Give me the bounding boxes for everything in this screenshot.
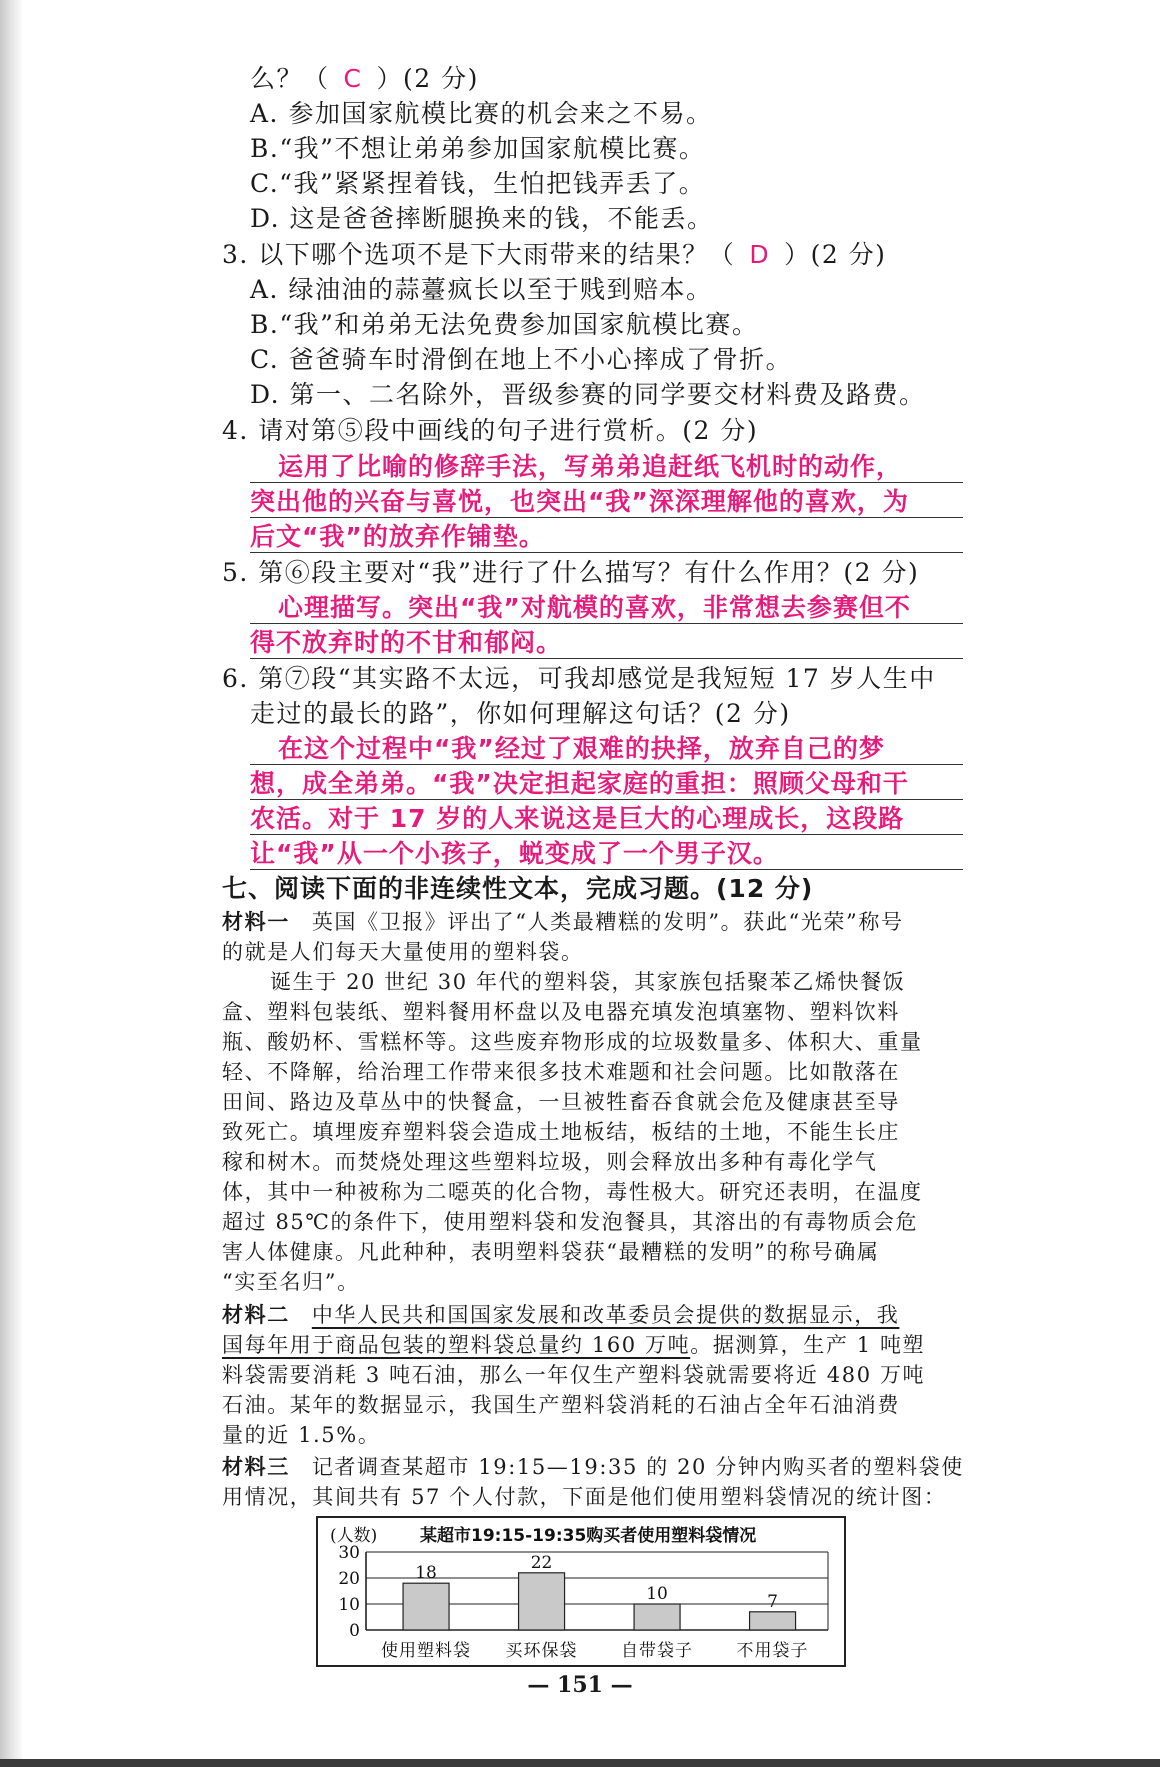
material-1-line: 轻、不降解，给治理工作带来很多技术难题和社会问题。比如散落在 bbox=[222, 1060, 900, 1084]
chart-category-label: 使用塑料袋 bbox=[381, 1641, 472, 1661]
chart-bar bbox=[750, 1612, 796, 1630]
q3-answer: D bbox=[749, 240, 771, 269]
chart-bar bbox=[519, 1573, 565, 1630]
chart-y-tick-label: 10 bbox=[338, 1595, 360, 1615]
chart-y-label: (人数) bbox=[330, 1526, 378, 1546]
chart-data-label: 10 bbox=[646, 1584, 668, 1604]
q3-option-c: C. 爸爸骑车时滑倒在地上不小心摔成了骨折。 bbox=[250, 345, 793, 374]
q6-question-line-1: 6. 第⑦段“其实路不太远，可我却感觉是我短短 17 岁人生中 bbox=[222, 664, 936, 693]
material-1-line: “实至名归”。 bbox=[222, 1270, 360, 1294]
material-1-text: 英国《卫报》评出了“人类最糟糕的发明”。获此“光荣”称号 bbox=[311, 910, 904, 934]
material-2-text: 。据测算，生产 1 吨塑 bbox=[690, 1333, 926, 1357]
material-1-label: 材料一 bbox=[222, 910, 290, 934]
material-1-line-1 bbox=[222, 907, 904, 937]
material-3-line-1 bbox=[222, 1452, 964, 1482]
q2-text: 么？（ bbox=[250, 64, 330, 93]
chart-bar bbox=[403, 1583, 449, 1630]
material-2-line: 料袋需要消耗 3 吨石油，那么一年仅生产塑料袋就需要将近 480 万吨 bbox=[222, 1363, 926, 1387]
section-7-title: 七、阅读下面的非连续性文本，完成习题。(12 分) bbox=[222, 874, 814, 903]
material-1-line: 超过 85℃的条件下，使用塑料袋和发泡餐具，其溶出的有毒物质会危 bbox=[222, 1210, 919, 1234]
q5-question: 5. 第⑥段主要对“我”进行了什么描写？有什么作用？(2 分) bbox=[222, 558, 920, 587]
chart-category-label: 不用袋子 bbox=[736, 1641, 809, 1661]
material-1-line: 诞生于 20 世纪 30 年代的塑料袋，其家族包括聚苯乙烯快餐饭 bbox=[270, 970, 906, 994]
q2-option-a: A. 参加国家航模比赛的机会来之不易。 bbox=[250, 99, 713, 128]
q6-answer-line-4: 让“我”从一个小孩子，蜕变成了一个男子汉。 bbox=[250, 839, 963, 870]
q2-answer: C bbox=[343, 64, 363, 93]
chart-data-label: 18 bbox=[415, 1563, 437, 1584]
q3-text: 3. 以下哪个选项不是下大雨带来的结果？（ bbox=[222, 240, 736, 269]
material-1-line: 田间、路边及草丛中的快餐盒，一旦被牲畜吞食就会危及健康甚至导 bbox=[222, 1090, 900, 1114]
chart-plot-area bbox=[338, 1543, 828, 1661]
bar-chart bbox=[316, 1516, 846, 1667]
chart-data-label: 7 bbox=[767, 1591, 778, 1612]
q5-answer-line-1: 心理描写。突出“我”对航模的喜欢，非常想去参赛但不 bbox=[250, 593, 963, 624]
chart-data-label: 22 bbox=[530, 1552, 553, 1573]
material-1-line: 稼和树木。而焚烧处理这些塑料垃圾，则会释放出多种有毒化学气 bbox=[222, 1150, 878, 1174]
chart-y-tick-label: 0 bbox=[349, 1621, 360, 1641]
q3-option-a: A. 绿油油的蒜薹疯长以至于贱到赔本。 bbox=[250, 275, 713, 304]
q3-option-d: D. 第一、二名除外，晋级参赛的同学要交材料费及路费。 bbox=[250, 380, 926, 409]
chart-y-tick-label: 30 bbox=[338, 1543, 360, 1563]
q6-answer-line-2: 想，成全弟弟。“我”决定担起家庭的重担：照顾父母和干 bbox=[250, 769, 963, 800]
material-1-line: 盒、塑料包装纸、塑料餐用杯盘以及电器充填发泡填塞物、塑料饮料 bbox=[222, 1000, 900, 1024]
q3-question bbox=[222, 240, 886, 270]
material-2-line-2 bbox=[222, 1330, 925, 1360]
material-2-line: 量的近 1.5%。 bbox=[222, 1423, 381, 1447]
material-1-line: 的就是人们每天大量使用的塑料袋。 bbox=[222, 940, 584, 964]
chart-y-tick-label: 20 bbox=[338, 1569, 360, 1589]
q6-answer-line-1: 在这个过程中“我”经过了艰难的抉择，放弃自己的梦 bbox=[250, 734, 963, 765]
chart-title: 某超市19:15-19:35购买者使用塑料袋情况 bbox=[420, 1526, 757, 1546]
chart-category-label: 买环保袋 bbox=[505, 1641, 578, 1661]
q5-answer-line-2: 得不放弃时的不甘和郁闷。 bbox=[250, 628, 963, 659]
bar-chart-svg bbox=[318, 1518, 844, 1665]
q4-question: 4. 请对第⑤段中画线的句子进行赏析。(2 分) bbox=[222, 416, 759, 445]
q6-answer-line-3: 农活。对于 17 岁的人来说这是巨大的心理成长，这段路 bbox=[250, 804, 963, 835]
page-number: — 151 — bbox=[527, 1672, 633, 1698]
material-3-label: 材料三 bbox=[222, 1455, 290, 1479]
q2-points: ）(2 分) bbox=[376, 64, 479, 93]
q2-option-c: C.“我”紧紧捏着钱，生怕把钱弄丢了。 bbox=[250, 169, 706, 198]
material-3-text: 记者调查某超市 19:15—19:35 的 20 分钟内购买者的塑料袋使 bbox=[311, 1455, 964, 1479]
material-2-line-1 bbox=[222, 1300, 899, 1330]
material-2-line: 石油。某年的数据显示，我国生产塑料袋消耗的石油占全年石油消费 bbox=[222, 1393, 900, 1417]
material-3-line: 用情况，其间共有 57 个人付款，下面是他们使用塑料袋情况的统计图： bbox=[222, 1485, 947, 1509]
material-1-line: 体，其中一种被称为二噁英的化合物，毒性极大。研究还表明，在温度 bbox=[222, 1180, 923, 1204]
q3-option-b: B.“我”和弟弟无法免费参加国家航模比赛。 bbox=[250, 310, 759, 339]
material-2-underlined-text: 国每年用于商品包装的塑料袋总量约 160 万吨 bbox=[222, 1333, 691, 1357]
material-2-label: 材料二 bbox=[222, 1303, 290, 1327]
q2-option-d: D. 这是爸爸摔断腿换来的钱，不能丢。 bbox=[250, 204, 714, 233]
bottom-edge-bar bbox=[0, 1759, 1160, 1767]
material-1-line: 害人体健康。凡此种种，表明塑料袋获“最糟糕的发明”的称号确属 bbox=[222, 1240, 880, 1264]
q2-option-b: B.“我”不想让弟弟参加国家航模比赛。 bbox=[250, 134, 706, 163]
material-1-line: 瓶、酸奶杯、雪糕杯等。这些废弃物形成的垃圾数量多、体积大、重量 bbox=[222, 1030, 923, 1054]
material-1-line: 致死亡。填埋废弃塑料袋会造成土地板结，板结的土地，不能生长庄 bbox=[222, 1120, 900, 1144]
q4-answer-line-1: 运用了比喻的修辞手法，写弟弟追赶纸飞机时的动作， bbox=[250, 452, 963, 483]
q4-answer-line-3: 后文“我”的放弃作铺垫。 bbox=[250, 522, 963, 553]
chart-category-label: 自带袋子 bbox=[621, 1641, 694, 1661]
q3-points: ）(2 分) bbox=[784, 240, 887, 269]
material-2-underlined-text: 中华人民共和国国家发展和改革委员会提供的数据显示，我 bbox=[311, 1303, 900, 1327]
chart-bar bbox=[634, 1604, 680, 1630]
q4-answer-line-2: 突出他的兴奋与喜悦，也突出“我”深深理解他的喜欢，为 bbox=[250, 487, 963, 518]
q2-question-tail bbox=[250, 64, 479, 94]
book-spine-shadow bbox=[0, 0, 22, 1767]
q6-question-line-2: 走过的最长的路”，你如何理解这句话？(2 分) bbox=[250, 699, 791, 728]
